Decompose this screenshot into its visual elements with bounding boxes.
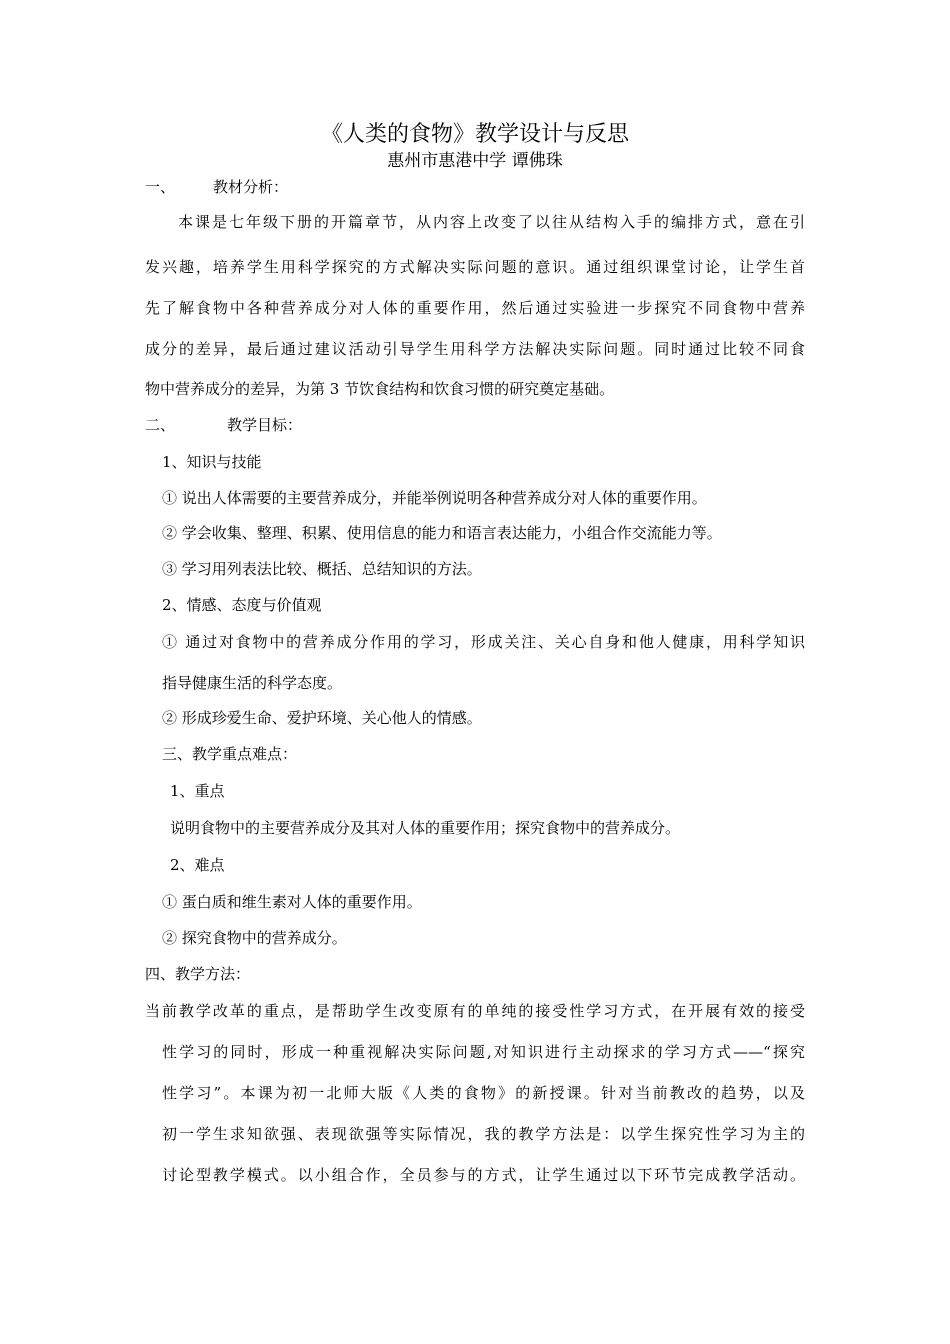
section-1-number: 一、 (145, 178, 176, 196)
list-item: ② 探究食物中的营养成分。 (162, 929, 347, 947)
subsection-heading: 1、知识与技能 (162, 453, 262, 471)
section-2-number: 二、 (145, 416, 176, 434)
section-3-heading: 三、教学重点难点： (162, 745, 298, 763)
subsection-heading: 1、重点 (170, 782, 225, 800)
paragraph-line: 说明食物中的主要营养成分及其对人体的重要作用；探究食物中的营养成分。 (170, 819, 681, 837)
paragraph-line: 性学习”。本课为初一北师大版《人类的食物》的新授课。针对当前教改的趋势，以及 (162, 1084, 805, 1102)
paragraph-line: 本课是七年级下册的开篇章节，从内容上改变了以往从结构入手的编排方式，意在引 (178, 213, 805, 231)
list-item: ③ 学习用列表法比较、概括、总结知识的方法。 (162, 560, 482, 578)
section-1-heading (145, 176, 288, 198)
paragraph-line: 初一学生求知欲强、表现欲强等实际情况，我的教学方法是：以学生探究性学习为主的 (162, 1125, 805, 1143)
paragraph-line: 性学习的同时，形成一种重视解决实际问题,对知识进行主动探求的学习方式——“探究 (162, 1043, 805, 1061)
section-2-heading (145, 414, 302, 436)
paragraph-line: 讨论型教学模式。以小组合作，全员参与的方式，让学生通过以下环节完成教学活动。 (162, 1166, 805, 1184)
section-4-heading: 四、教学方法： (145, 965, 251, 983)
list-item: ② 形成珍爱生命、爱护环境、关心他人的情感。 (162, 709, 482, 727)
paragraph-line: 当前教学改革的重点，是帮助学生改变原有的单纯的接受性学习方式，在开展有效的接受 (145, 1002, 805, 1020)
document-title: 《人类的食物》教学设计与反思 (320, 122, 629, 147)
section-2-title: 教学目标： (227, 416, 303, 434)
list-item: ① 蛋白质和维生素对人体的重要作用。 (162, 893, 422, 911)
list-item-continuation: 指导健康生活的科学态度。 (162, 674, 343, 692)
paragraph-line: 发兴趣，培养学生用科学探究的方式解决实际问题的意识。通过组织课堂讨论，让学生首 (145, 258, 805, 276)
subsection-heading: 2、情感、态度与价值观 (162, 596, 322, 614)
paragraph-line: 先了解食物中各种营养成分对人体的重要作用，然后通过实验进一步探究不同食物中营养 (145, 299, 805, 317)
section-1-title: 教材分析： (213, 178, 289, 196)
list-item: ① 说出人体需要的主要营养成分，并能举例说明各种营养成分对人体的重要作用。 (162, 489, 707, 507)
list-item: ① 通过对食物中的营养成分作用的学习，形成关注、关心自身和他人健康，用科学知识 (162, 633, 805, 651)
subsection-heading: 2、难点 (170, 856, 225, 874)
paragraph-line: 成分的差异，最后通过建议活动引导学生用科学方法解决实际问题。同时通过比较不同食 (145, 340, 805, 358)
document-author: 惠州市惠港中学 谭佛珠 (387, 151, 563, 171)
list-item: ② 学会收集、整理、积累、使用信息的能力和语言表达能力，小组合作交流能力等。 (162, 524, 722, 542)
paragraph-line: 物中营养成分的差异，为第 3 节饮食结构和饮食习惯的研究奠定基础。 (145, 380, 615, 398)
